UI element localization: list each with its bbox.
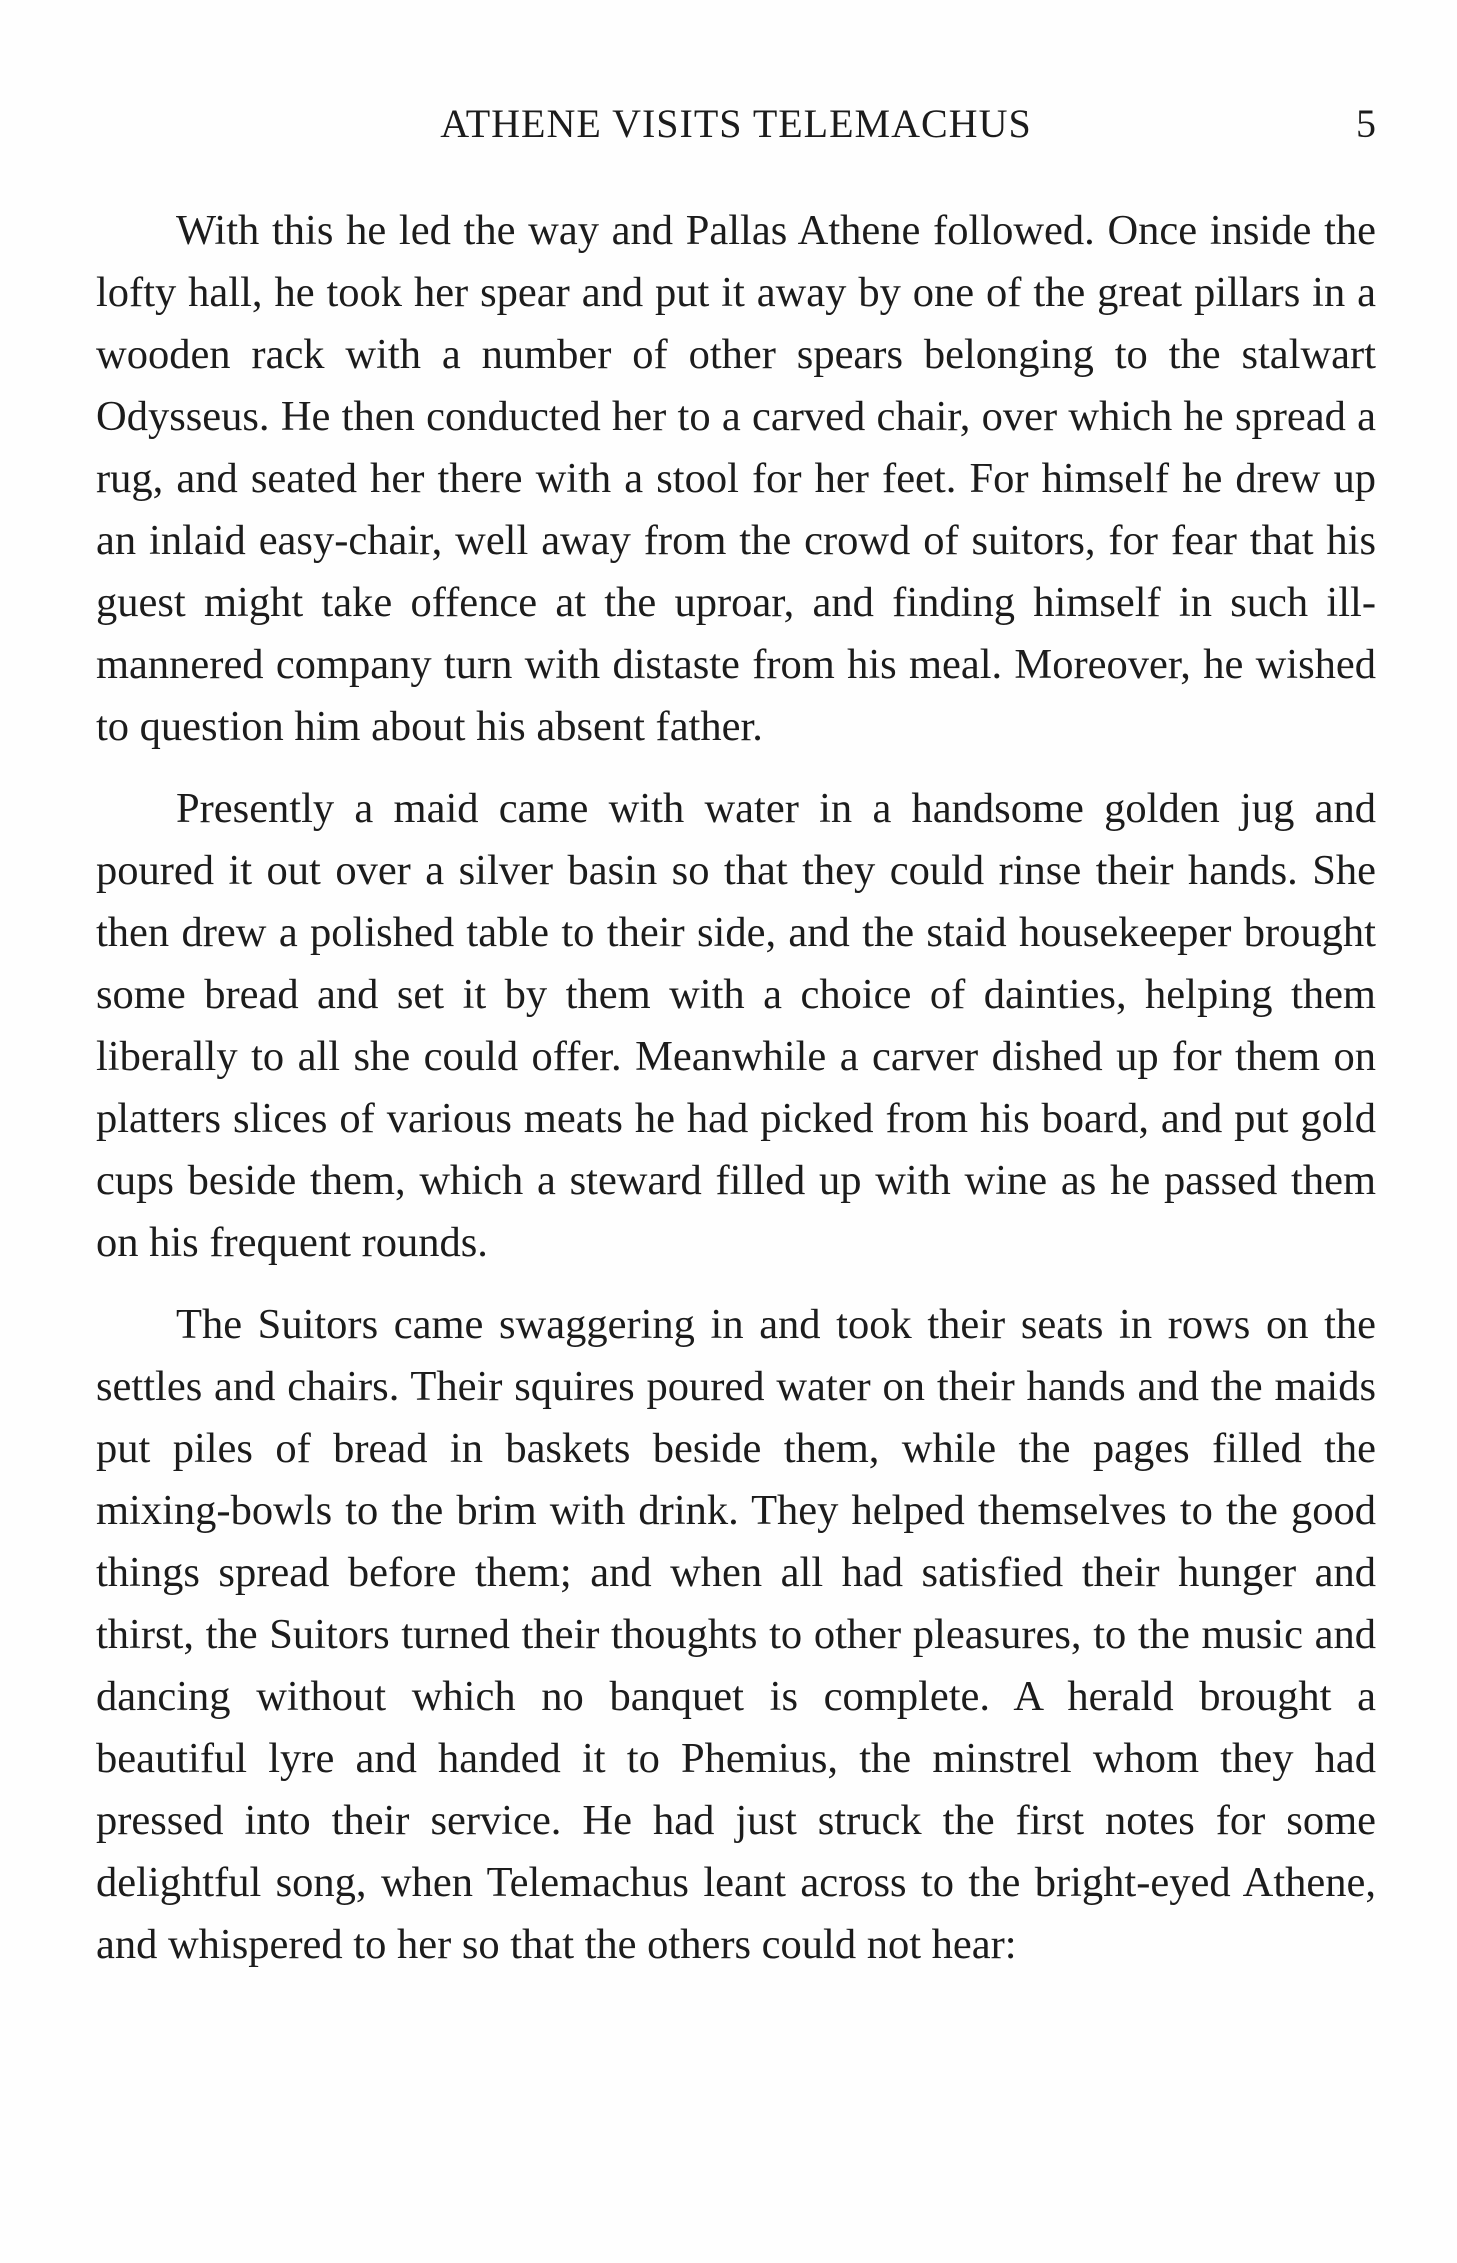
chapter-title: ATHENE VISITS TELEMACHUS <box>440 101 1032 146</box>
paragraph-1: With this he led the way and Pallas Athene followed. Once inside the lofty hall, he took her spear and put it away by one of the great pillars in a wooden rack with a number of other spears belonging to the stalwart Odysseus. He then conducted her to a carved chair, over which he spread a rug, and seated her there with a stool for her feet. For himself he drew up an inlaid easy-chair, well away from the crowd of suitors, for fear that his guest might take offence at the uproar, and finding himself in such ill-mannered company turn with distaste from his meal. Moreover, he wished to question him about his absent father. <box>96 207 1376 750</box>
body-text <box>96 200 1376 1996</box>
running-head <box>96 96 1376 152</box>
paragraph-3: The Suitors came swaggering in and took their seats in rows on the settles and chairs. Their squires poured water on their hands and the maids put piles of bread in baskets beside them, while the pages filled the mixing-bowls to the brim with drink. They helped themselves to the good things spread before them; and when all had satisfied their hunger and thirst, the Suitors turned their thoughts to other pleasures, to the music and dancing without which no banquet is complete. A herald brought a beautiful lyre and handed it to Phemius, the minstrel whom they had pressed into their service. He had just struck the first notes for some delightful song, when Telemachus leant across to the bright-eyed Athene, and whispered to her so that the others could not hear: <box>96 1301 1376 1968</box>
page-number: 5 <box>1356 101 1376 146</box>
paragraph-2: Presently a maid came with water in a handsome golden jug and poured it out over a silver basin so that they could rinse their hands. She then drew a polished table to their side, and the staid housekeeper brought some bread and set it by them with a choice of dainties, helping them liberally to all she could offer. Meanwhile a carver dished up for them on platters slices of various meats he had picked from his board, and put gold cups beside them, which a steward filled up with wine as he passed them on his frequent rounds. <box>96 785 1376 1266</box>
